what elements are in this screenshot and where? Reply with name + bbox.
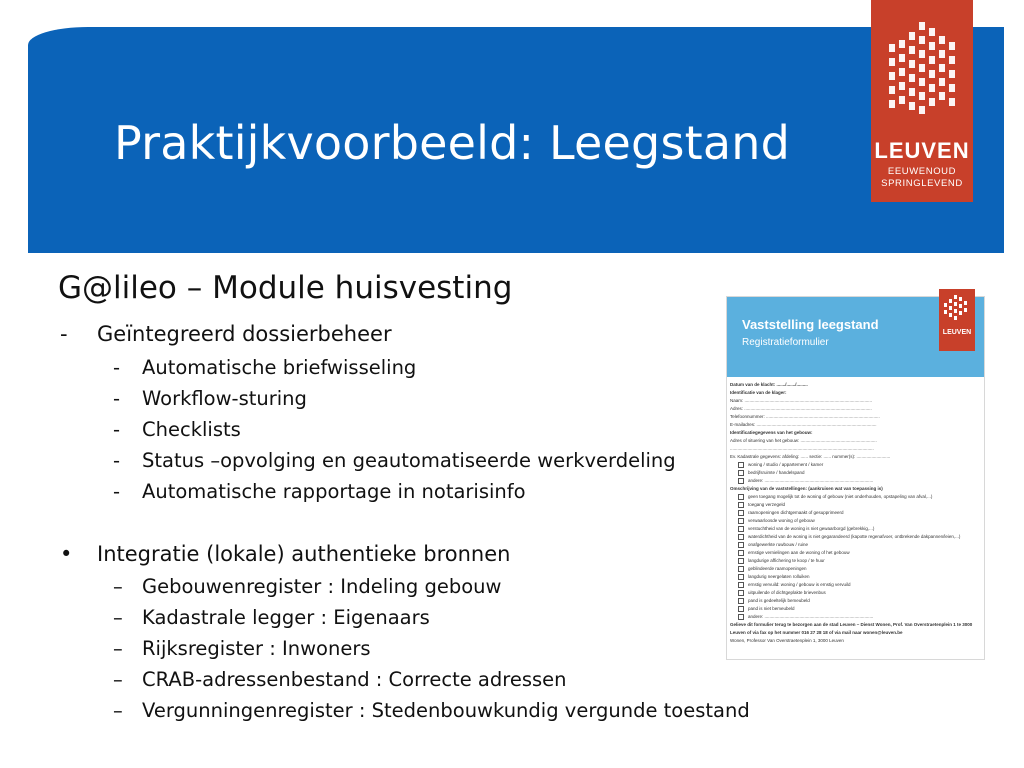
list-item: Workflow-sturing xyxy=(142,387,307,410)
checkbox-icon xyxy=(738,534,744,540)
list-item: Automatische briefwisseling xyxy=(142,356,417,379)
form-header xyxy=(727,297,984,377)
form-line-text: waterdichtheid van de woning is niet gegarandeerd (kapotte regenafvoer, ontbrekende dakpannen/leien,...) xyxy=(748,534,961,540)
form-line xyxy=(738,558,825,564)
checkbox-icon xyxy=(738,598,744,604)
checkbox-icon xyxy=(738,582,744,588)
checkbox-icon xyxy=(738,550,744,556)
checkbox-icon xyxy=(738,478,744,484)
form-line xyxy=(738,510,844,516)
form-line-text: Omschrijving van de vaststellingen: (aankruisen wat van toepassing is) xyxy=(730,486,883,491)
form-line-text: ................................................................................................................... xyxy=(730,446,874,451)
sub-marker: – xyxy=(113,606,123,629)
form-line xyxy=(738,518,815,524)
form-line-text: Adres: ...................................................................................................... xyxy=(730,406,872,411)
form-line xyxy=(730,406,872,411)
form-line xyxy=(738,550,850,556)
form-line xyxy=(738,574,810,580)
form-line-text: Identificatiegegevens van het gebouw: xyxy=(730,430,813,435)
form-line xyxy=(730,454,890,459)
form-subtitle: Registratieformulier xyxy=(742,337,829,348)
form-line xyxy=(738,606,795,612)
list-item: Rijksregister : Inwoners xyxy=(142,637,371,660)
form-line xyxy=(730,422,877,427)
form-line xyxy=(730,486,883,491)
form-line xyxy=(738,598,810,604)
form-line xyxy=(738,462,823,468)
sub-marker: - xyxy=(113,356,121,379)
list-item: Vergunningenregister : Stedenbouwkundig vergunde toestand xyxy=(142,699,750,722)
form-line-text: langdurig neergelaten rolluiken xyxy=(748,574,810,580)
sub-marker: - xyxy=(113,449,121,472)
form-line xyxy=(738,502,785,508)
form-line-text: verwaarloosde woning of gebouw xyxy=(748,518,815,524)
checkbox-icon xyxy=(738,590,744,596)
form-line-text: raamopeningen dichtgemaakt of gesupprimeerd xyxy=(748,510,844,516)
form-line xyxy=(730,390,787,395)
checkbox-icon xyxy=(738,574,744,580)
form-line-text: geen toegang mogelijk tot de woning of gebouw (niet onderhouden, opstapeling van afval,...) xyxy=(748,494,933,500)
form-line xyxy=(738,582,851,588)
sub-marker: - xyxy=(113,418,121,441)
form-line xyxy=(730,638,844,643)
sub-marker: - xyxy=(113,480,121,503)
slide-title: Praktijkvoorbeeld: Leegstand xyxy=(114,116,790,170)
form-line xyxy=(738,494,932,500)
form-line xyxy=(730,414,880,419)
form-line-text: ernstige vernielingen aan de woning of het gebouw xyxy=(748,550,850,556)
form-line-text: woning / studio / appartement / kamer xyxy=(748,462,824,468)
form-logo-text: LEUVEN xyxy=(942,329,972,336)
form-line xyxy=(730,446,874,451)
form-line-text: Datum van de klacht: ......./......./......... xyxy=(730,382,808,387)
form-line-text: Wonen, Professor Van Overstraetenplein 1, 3000 Leuven xyxy=(730,638,844,643)
form-line xyxy=(730,630,902,635)
sub-marker: – xyxy=(113,699,123,722)
form-title: Vaststelling leegstand xyxy=(742,317,879,332)
checkbox-icon xyxy=(738,542,744,548)
form-thumbnail xyxy=(726,296,985,660)
form-line xyxy=(738,590,826,596)
form-line-text: Identificatie van de klager: xyxy=(730,390,787,395)
form-line xyxy=(730,398,872,403)
bullet-marker: • xyxy=(60,542,73,566)
section-label: Geïntegreerd dossierbeheer xyxy=(97,322,392,346)
logo-name: LEUVEN xyxy=(874,138,970,163)
form-line xyxy=(738,614,873,620)
form-line xyxy=(738,478,873,484)
sub-marker: – xyxy=(113,575,123,598)
form-line xyxy=(738,534,960,540)
list-item: CRAB-adressenbestand : Correcte adressen xyxy=(142,668,567,691)
form-line xyxy=(730,382,808,387)
form-line xyxy=(738,470,805,476)
list-item: Gebouwenregister : Indeling gebouw xyxy=(142,575,502,598)
checkbox-icon xyxy=(738,502,744,508)
form-body xyxy=(730,382,981,654)
content-heading: G@lileo – Module huisvesting xyxy=(58,270,513,306)
form-line xyxy=(730,622,972,627)
form-line-text: verstuchtheid van de woning is niet gewaarborgd (gebrekkig,...) xyxy=(748,526,875,532)
form-line xyxy=(730,438,877,443)
sub-marker: - xyxy=(113,387,121,410)
building-icon xyxy=(939,291,975,329)
form-line-text: Telefoonnummer: ........................................................................................... xyxy=(730,414,880,419)
form-line-text: Gelieve dit formulier terug te bezorgen aan de stad Leuven – Dienst Wonen, Prof. Van Overstraetenplein 1 te 3000 xyxy=(730,622,973,627)
form-line-text: ernstig vervuild: woning / gebouw is ernstig vervuild xyxy=(748,582,851,588)
form-line-text: andere: ....................................................................................... xyxy=(748,478,874,484)
sub-marker: – xyxy=(113,668,123,691)
list-item: Checklists xyxy=(142,418,241,441)
form-line-text: Ev. Kadastrale gegevens: afdeling: ...... sectie: ...... nummer(s): ........................... xyxy=(730,454,891,459)
form-line xyxy=(738,542,808,548)
form-line-text: toegang verzegeld xyxy=(748,502,786,508)
form-line-text: pand is gedeeltelijk bemeubeld xyxy=(748,598,810,604)
form-line xyxy=(738,566,807,572)
form-line-text: langdurige affichering te koop / te huur xyxy=(748,558,825,564)
checkbox-icon xyxy=(738,558,744,564)
checkbox-icon xyxy=(738,518,744,524)
checkbox-icon xyxy=(738,566,744,572)
form-line-text: Naam: ...................................................................................................... xyxy=(730,398,873,403)
form-line-text: Leuven of via fax op het nummer 016 27 28 18 of via mail naar wonen@leuven.be xyxy=(730,630,903,635)
form-line xyxy=(730,430,813,435)
checkbox-icon xyxy=(738,614,744,620)
form-line-text: uitpuilende of dichtgeplakte brievenbus xyxy=(748,590,826,596)
form-line-text: geblindeerde raamopeningen xyxy=(748,566,807,572)
section-label: Integratie (lokale) authentieke bronnen xyxy=(97,542,511,566)
logo-tagline-1: EEUWENOUD xyxy=(887,166,957,177)
form-line-text: andere: ....................................................................................... xyxy=(748,614,874,620)
checkbox-icon xyxy=(738,462,744,468)
form-line-text: onafgewerkte ruwbouw / ruine xyxy=(748,542,809,548)
form-logo xyxy=(939,289,975,351)
form-line xyxy=(738,526,874,532)
checkbox-icon xyxy=(738,606,744,612)
checkbox-icon xyxy=(738,526,744,532)
logo-tagline-2: SPRINGLEVEND xyxy=(881,178,963,189)
sub-marker: – xyxy=(113,637,123,660)
form-line-text: E-mailadres: ................................................................................................ xyxy=(730,422,877,427)
list-item: Status –opvolging en geautomatiseerde werkverdeling xyxy=(142,449,676,472)
checkbox-icon xyxy=(738,470,744,476)
checkbox-icon xyxy=(738,494,744,500)
form-line-text: bedrijfsruimte / handelspand xyxy=(748,470,805,476)
form-line-text: Adres of situering van het gebouw: ............................................................. xyxy=(730,438,877,443)
checkbox-icon xyxy=(738,510,744,516)
list-item: Kadastrale legger : Eigenaars xyxy=(142,606,430,629)
form-line-text: pand is niet bemeubeld xyxy=(748,606,795,612)
list-item: Automatische rapportage in notarisinfo xyxy=(142,480,526,503)
bullet-marker: - xyxy=(60,322,68,346)
